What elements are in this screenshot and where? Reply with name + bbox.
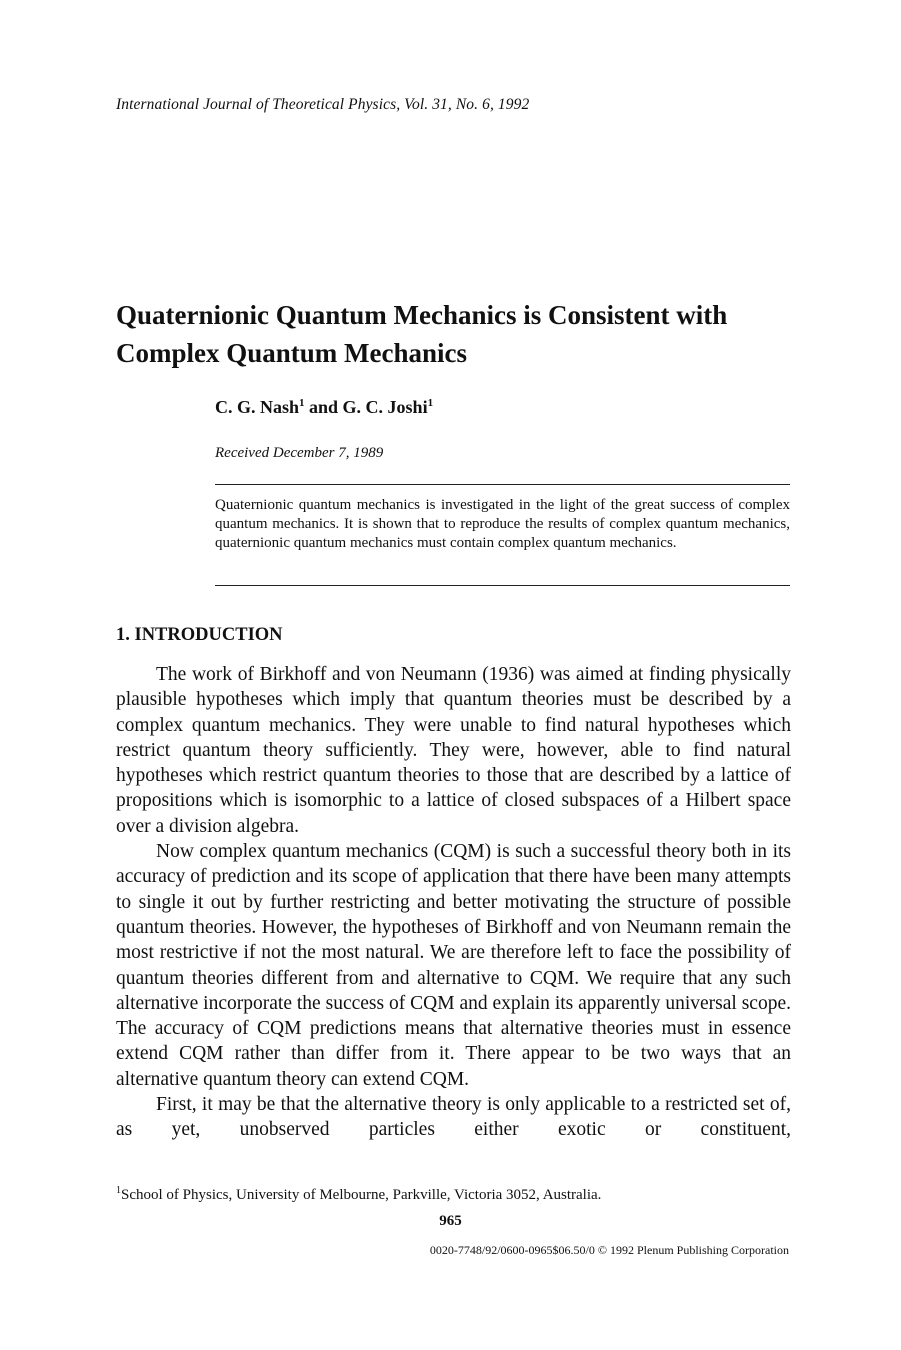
author-list xyxy=(215,397,433,418)
footnote xyxy=(116,1185,601,1204)
section-heading: 1. INTRODUCTION xyxy=(116,625,283,645)
body-paragraph: The work of Birkhoff and von Neumann (1936) was aimed at finding physically plausible hypotheses which imply that quantum theories must be described by a complex quantum mechanics. They were unable to find natural hypotheses which restrict quantum theory sufficiently. They were, however, able to find natural hypotheses which restrict quantum theories to those that are described by a lattice of propositions which is isomorphic to a lattice of closed subspaces of a Hilbert space over a division algebra. xyxy=(116,664,791,837)
journal-citation: International Journal of Theoretical Physics, Vol. 31, No. 6, 1992 xyxy=(116,96,530,113)
title-line-1: Quaternionic Quantum Mechanics is Consistent with xyxy=(116,300,728,330)
received-date: Received December 7, 1989 xyxy=(215,445,384,461)
author-conjunction: and xyxy=(304,397,343,417)
affiliation-mark: 1 xyxy=(299,397,305,409)
author-joshi: G. C. Joshi xyxy=(342,397,428,417)
page-number: 965 xyxy=(439,1213,462,1229)
body-paragraph: First, it may be that the alternative theory is only applicable to a restricted set of, as yet, unobserved particles either exotic or constituent, xyxy=(116,1094,791,1141)
footnote-text: School of Physics, University of Melbourne, Parkville, Victoria 3052, Australia. xyxy=(121,1187,602,1203)
footnote-mark: 1 xyxy=(116,1185,121,1196)
author-nash: C. G. Nash xyxy=(215,397,300,417)
abstract: Quaternionic quantum mechanics is investigated in the light of the great success of complex quantum mechanics. It is shown that to reproduce the results of complex quantum mechanics, quaternionic quantum mechanics must contain complex quantum mechanics. xyxy=(215,497,790,551)
body-paragraph: Now complex quantum mechanics (CQM) is such a successful theory both in its accuracy of prediction and its scope of application that there have been many attempts to single it out by further restricting and better motivating the structure of possible quantum theories. However, the hypotheses of Birkhoff and von Neumann remain the most restrictive if not the most natural. We are therefore left to face the possibility of quantum theories different from and alternative to CQM. We require that any such alternative incorporate the success of CQM and explain its apparently universal scope. The accuracy of CQM predictions means that alternative theories must in essence extend CQM rather than differ from it. There appear to be two ways that an alternative quantum theory can extend CQM. xyxy=(116,841,791,1090)
affiliation-mark: 1 xyxy=(427,397,434,409)
abstract-top-rule xyxy=(215,484,790,485)
title-line-2: Complex Quantum Mechanics xyxy=(116,338,467,368)
section-body xyxy=(116,662,791,1143)
copyright-line: 0020-7748/92/0600-0965$06.50/0 © 1992 Plenum Publishing Corporation xyxy=(429,1243,789,1257)
abstract-bottom-rule xyxy=(215,585,790,586)
paper-title xyxy=(116,296,816,372)
